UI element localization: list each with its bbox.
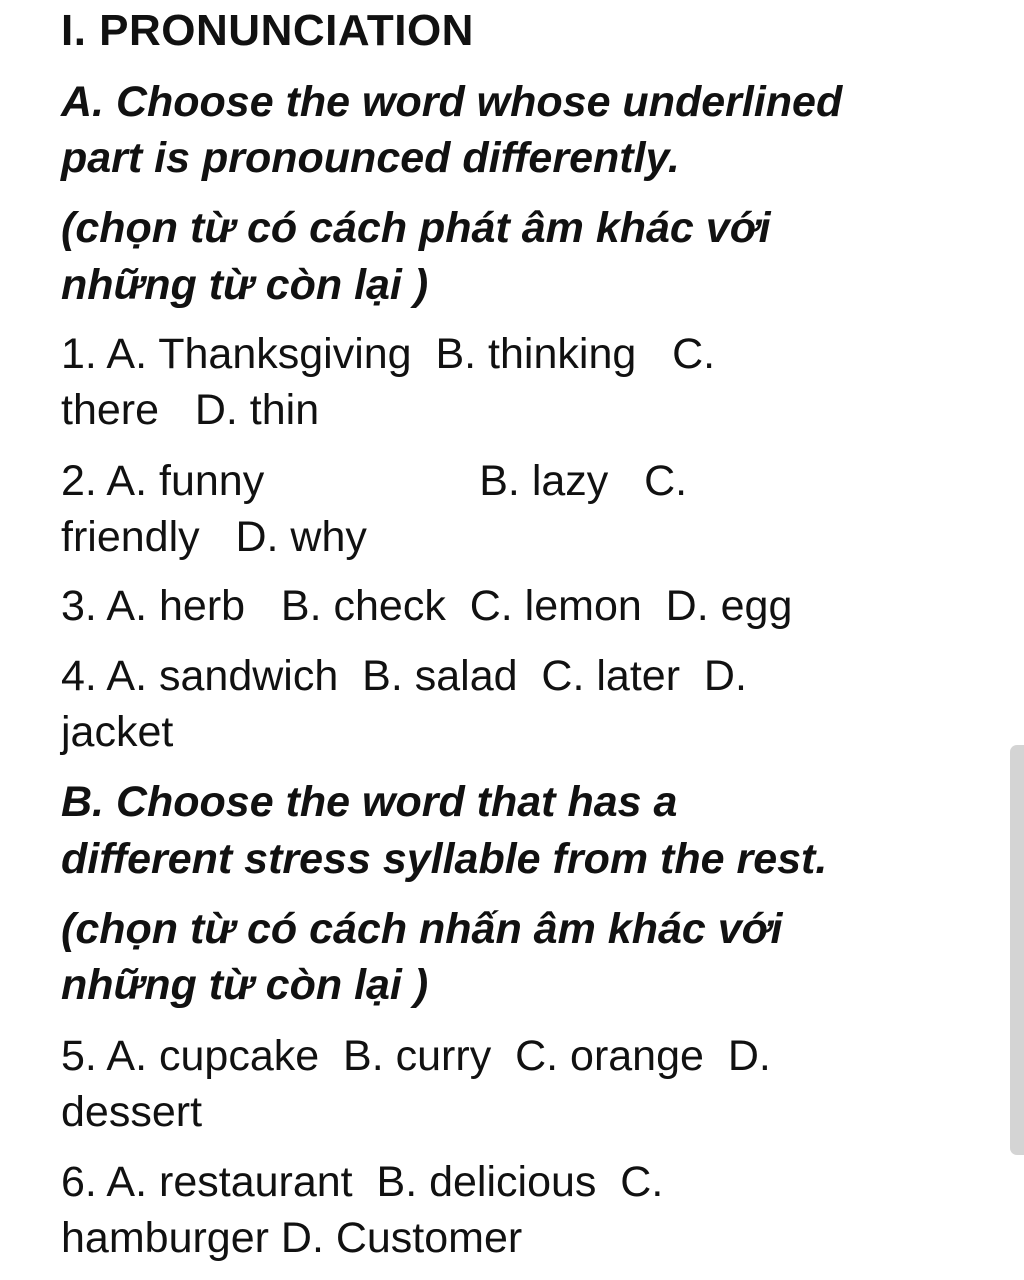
question-4-line-2: jacket (61, 708, 174, 756)
vertical-scrollbar[interactable] (1010, 745, 1024, 1155)
part-b-vietnamese-line-2: những từ còn lại ) (61, 961, 429, 1009)
section-title: I. PRONUNCIATION (61, 6, 474, 55)
question-3-line-1: 3. A. herb B. check C. lemon D. egg (61, 582, 793, 630)
question-2-line-2: friendly D. why (61, 513, 367, 561)
question-6-line-1: 6. A. restaurant B. delicious C. (61, 1158, 664, 1206)
part-a-vietnamese-line-2: những từ còn lại ) (61, 261, 429, 309)
part-a-vietnamese-line-1: (chọn từ có cách phát âm khác với (61, 204, 771, 252)
question-2-line-1: 2. A. funny B. lazy C. (61, 457, 688, 505)
question-5-line-2: dessert (61, 1088, 203, 1136)
question-1-line-2: there D. thin (61, 386, 320, 434)
question-6-line-2: hamburger D. Customer (61, 1214, 523, 1262)
question-4-line-1: 4. A. sandwich B. salad C. later D. (61, 652, 747, 700)
question-5-line-1: 5. A. cupcake B. curry C. orange D. (61, 1032, 771, 1080)
part-b-vietnamese-line-1: (chọn từ có cách nhấn âm khác với (61, 905, 783, 953)
part-a-heading-line-2: part is pronounced differently. (61, 134, 680, 182)
part-a-heading-line-1: A. Choose the word whose underlined (61, 78, 843, 126)
question-1-line-1: 1. A. Thanksgiving B. thinking C. (61, 330, 716, 378)
part-b-heading-line-2: different stress syllable from the rest. (61, 835, 828, 883)
part-b-heading-line-1: B. Choose the word that has a (61, 778, 678, 826)
